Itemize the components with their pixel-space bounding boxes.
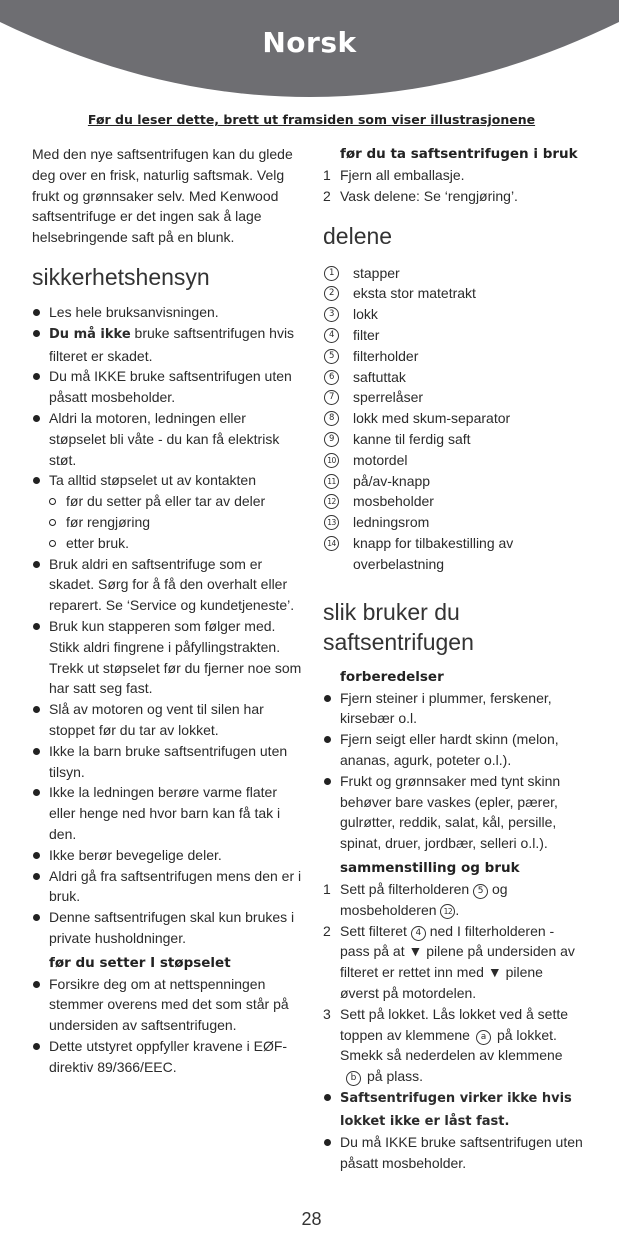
part-number-badge: 2 [324, 286, 339, 301]
part-item [323, 450, 585, 471]
part-number-badge: 5 [473, 884, 488, 899]
preparation-heading: forberedelser [340, 668, 444, 685]
step-text: Sett på lokket. Lås lokket ved å sette toppen av klemmene [340, 1005, 569, 1043]
preparation-item: Fjern seigt eller hardt skinn (melon, ananas, agurk, poteter o.l.). [323, 729, 585, 771]
part-label: lokk [353, 306, 378, 323]
part-number-badge: 1 [324, 266, 339, 281]
step-text: og mosbeholderen [340, 880, 508, 918]
part-label: saftuttak [353, 368, 406, 385]
part-label: stapper [353, 264, 400, 281]
plug-item: Dette utstyret oppfyller kravene i EØF-direktiv 89/366/EEC. [32, 1036, 304, 1078]
safety-item: Ikke la barn bruke saftsentrifugen uten tilsyn. [32, 741, 304, 783]
safety-item: Slå av motoren og vent til silen har stoppet før du tar av lokket. [32, 699, 304, 741]
preparation-list [323, 688, 585, 854]
part-item [323, 533, 585, 575]
assembly-heading: sammenstilling og bruk [340, 859, 520, 876]
part-label: på/av-knapp [353, 472, 431, 489]
right-column [323, 144, 585, 1174]
safety-item: Ikke la ledningen berøre varme flater eller henge ned hvor barn kan få tak i den. [32, 782, 304, 844]
step-number: 3 [323, 1005, 331, 1022]
part-label: sperrelåser [353, 389, 424, 406]
safety-item: Aldri la motoren, ledningen eller støpselet bli våte - du kan få elektrisk støt. [32, 408, 304, 470]
part-number-badge: 3 [324, 307, 339, 322]
step-text: på lokket. Smekk så nederdelen av klemmene [340, 1026, 563, 1064]
usage-heading: slik bruker du saftsentrifugen [323, 598, 474, 655]
part-item [323, 387, 585, 408]
safety-item-text: bruke saftsentrifugen hvis filteret er skadet. [49, 324, 295, 364]
safety-item: Aldri gå fra saftsentrifugen mens den er i bruk. [32, 866, 304, 908]
part-number-badge: 14 [324, 536, 339, 551]
part-label: mosbeholder [353, 493, 434, 510]
step-text: Sett på filterholderen [340, 880, 474, 897]
before-use-heading: før du ta saftsentrifugen i bruk [340, 146, 578, 162]
preparation-item: Fjern steiner i plummer, ferskener, kirsebær o.l. [323, 688, 585, 730]
warning-list [323, 1087, 585, 1174]
safety-item: Denne saftsentrifugen skal kun brukes i private husholdninger. [32, 907, 304, 949]
part-label: eksta stor matetrakt [353, 285, 476, 302]
step-text: . [455, 901, 460, 918]
warning-item [323, 1087, 585, 1133]
part-label: motordel [353, 451, 408, 468]
preparation-item: Frukt og grønnsaker med tynt skinn behøver bare vaskes (epler, pærer, gulrøtter, reddik, salat, kål, persille, spinat, druer, jordbær, selleri o.l.). [323, 771, 585, 854]
part-number-badge: 9 [324, 432, 339, 447]
before-use-list [323, 165, 585, 207]
part-label: ledningsrom [353, 514, 430, 531]
safety-subitem: etter bruk. [32, 533, 304, 554]
plug-list [32, 974, 304, 1078]
part-number-badge: 5 [324, 349, 339, 364]
safety-item-bold: Du må ikke [49, 326, 131, 342]
intro-paragraph: Med den nye saftsentrifugen kan du glede deg over en frisk, naturlig saftsmak. Velg frukt og grønnsaker selv. Med Kenwood saftsentrifuge er det ingen sak å lage helsebringende saft på en blunk. [32, 146, 293, 246]
part-item [323, 263, 585, 284]
part-item [323, 346, 585, 367]
before-use-step [323, 186, 585, 207]
step-text: Fjern all emballasje. [340, 167, 465, 183]
part-item [323, 325, 585, 346]
clip-label-badge: a [476, 1030, 491, 1045]
safety-subitem: før du setter på eller tar av deler [32, 491, 304, 512]
part-label: lokk med skum-separator [353, 410, 511, 427]
step-number: 2 [323, 187, 331, 204]
safety-heading: sikkerhetshensyn [32, 263, 210, 290]
part-number-badge: 4 [411, 926, 426, 941]
safety-item [32, 323, 304, 367]
part-number-badge: 11 [324, 474, 339, 489]
part-number-badge: 10 [324, 453, 339, 468]
safety-subitem: før rengjøring [32, 512, 304, 533]
assembly-list [323, 879, 585, 1087]
parts-heading: delene [323, 222, 393, 249]
safety-list [32, 302, 304, 949]
part-label: filter [353, 326, 380, 343]
assembly-step [323, 1004, 585, 1087]
part-item [323, 491, 585, 512]
part-number-badge: 7 [324, 390, 339, 405]
part-number-badge: 6 [324, 370, 339, 385]
part-number-badge: 4 [324, 328, 339, 343]
safety-item: Bruk kun stapperen som følger med. Stikk aldri fingrene i påfyllingstrakten. Trekk ut støpselet før du fjerner noe som har satt seg fast. [32, 616, 304, 699]
warning-item: Du må IKKE bruke saftsentrifugen uten påsatt mosbeholder. [323, 1132, 585, 1174]
language-title: Norsk [262, 26, 357, 59]
step-number: 2 [323, 922, 331, 939]
safety-item: Ta alltid støpselet ut av kontakten [32, 470, 304, 491]
part-item [323, 471, 585, 492]
before-use-step [323, 165, 585, 186]
fold-out-notice: Før du leser dette, brett ut framsiden som viser illustrasjonene [87, 112, 536, 127]
warning-bold-text: Saftsentrifugen virker ikke hvis lokket ikke er låst fast. [340, 1090, 572, 1129]
part-label: knapp for tilbakestilling av overbelastning [353, 534, 514, 572]
parts-list [323, 263, 585, 575]
step-number: 1 [323, 880, 331, 897]
clip-label-badge: b [346, 1071, 361, 1086]
step-text: ned I filterholderen - pass på at ▼ pilene på undersiden av filteret er rettet inn med ▼ pilene øverst på motordelen. [340, 922, 575, 1001]
part-item [323, 283, 585, 304]
safety-item: Bruk aldri en saftsentrifuge som er skadet. Sørg for å få den overhalt eller reparert. Se ‘Service og kundetjeneste’. [32, 554, 304, 616]
part-label: filterholder [353, 347, 419, 364]
safety-item: Ikke berør bevegelige deler. [32, 845, 304, 866]
step-text: Sett filteret [340, 922, 411, 939]
part-item [323, 512, 585, 533]
page-number: 28 [301, 1209, 322, 1229]
plug-heading: før du setter I støpselet [49, 954, 231, 971]
part-item [323, 304, 585, 325]
safety-item: Les hele bruksanvisningen. [32, 302, 304, 323]
step-number: 1 [323, 167, 331, 183]
part-item [323, 408, 585, 429]
step-text: på plass. [367, 1068, 424, 1085]
assembly-step [323, 879, 585, 921]
plug-item: Forsikre deg om at nettspenningen stemmer overens med det som står på undersiden av saftsentrifugen. [32, 974, 304, 1036]
assembly-step [323, 921, 585, 1004]
part-number-badge: 12 [324, 494, 339, 509]
part-item [323, 367, 585, 388]
part-item [323, 429, 585, 450]
part-number-badge: 8 [324, 411, 339, 426]
part-label: kanne til ferdig saft [353, 430, 471, 447]
left-column [32, 144, 304, 1078]
step-text: Vask delene: Se ‘rengjøring’. [340, 187, 518, 204]
part-number-badge: 13 [324, 515, 339, 530]
part-number-badge: 12 [440, 904, 455, 919]
safety-item: Du må IKKE bruke saftsentrifugen uten påsatt mosbeholder. [32, 366, 304, 408]
